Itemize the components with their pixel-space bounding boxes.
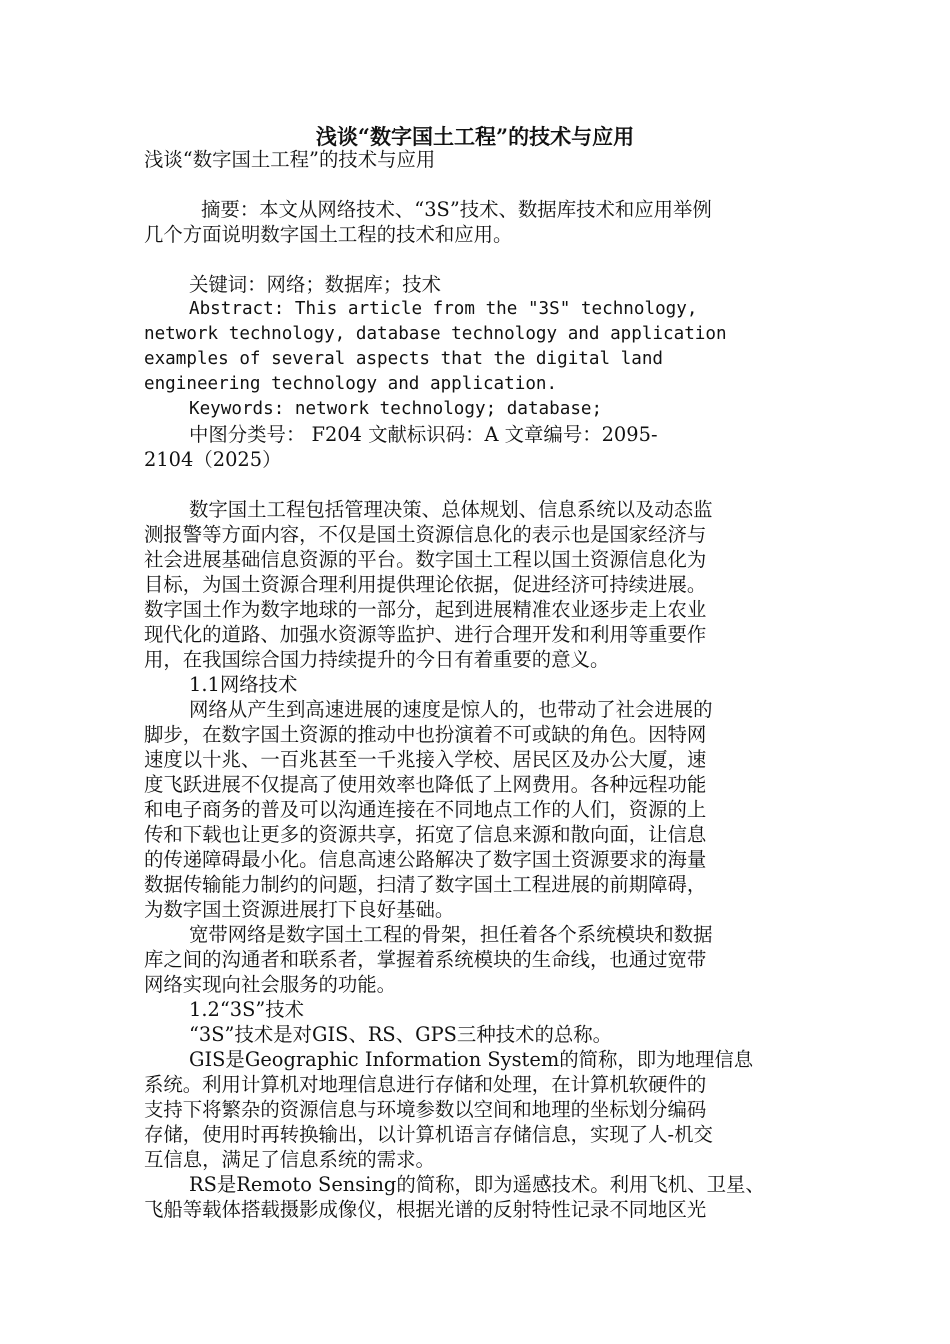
rs-paragraph-line: RS是Remoto Sensing的简称，即为遥感技术。利用飞机、卫星、 <box>189 1173 765 1196</box>
paragraph-line: 宽带网络是数字国土工程的骨架，担任着各个系统模块和数据 <box>189 923 713 946</box>
section-heading: 1.1网络技术 <box>189 673 298 696</box>
paragraph-line: 为数字国土资源进展打下良好基础。 <box>144 898 455 921</box>
intro-paragraph-line: 数字国土作为数字地球的一部分，起到进展精准农业逐步走上农业 <box>144 598 707 621</box>
paragraph-line: 网络实现向社会服务的功能。 <box>144 973 397 996</box>
section-heading: 1.2“3S”技术 <box>189 998 305 1021</box>
paragraph-line: 脚步，在数字国土资源的推动中也扮演着不可或缺的角色。因特网 <box>144 723 707 746</box>
blank-line <box>144 247 814 272</box>
blank-line <box>144 472 814 497</box>
paragraph-line: 网络从产生到高速进展的速度是惊人的，也带动了社会进展的 <box>189 698 713 721</box>
gis-paragraph-line: 系统。利用计算机对地理信息进行存储和处理，在计算机软硬件的 <box>144 1073 707 1096</box>
paragraph-line: 数据传输能力制约的问题，扫清了数字国土工程进展的前期障碍， <box>144 873 707 896</box>
paragraph-line: 的传递障碍最小化。信息高速公路解决了数字国土资源要求的海量 <box>144 848 707 871</box>
abstract-cn-line: 几个方面说明数字国土工程的技术和应用。 <box>144 223 513 246</box>
paragraph-line: 传和下载也让更多的资源共享，拓宽了信息来源和散向面，让信息 <box>144 823 707 846</box>
abstract-en-line: examples of several aspects that the digital land <box>144 349 664 369</box>
intro-paragraph-line: 目标，为国土资源合理利用提供理论依据，促进经济可持续进展。 <box>144 573 707 596</box>
intro-paragraph-line: 现代化的道路、加强水资源等监护、进行合理开发和利用等重要作 <box>144 623 707 646</box>
document-title: 浅谈“数字国土工程”的技术与应用 <box>315 124 635 149</box>
paragraph-line: 库之间的沟通者和联系者，掌握着系统模块的生命线，也通过宽带 <box>144 948 707 971</box>
abstract-en-line: Abstract: This article from the "3S" technology, <box>189 299 698 319</box>
paragraph-line: 度飞跃进展不仅提高了使用效率也降低了上网费用。各种远程功能 <box>144 773 707 796</box>
gis-paragraph-line: 存储，使用时再转换输出，以计算机语言存储信息，实现了人-机交 <box>144 1123 713 1146</box>
document-body <box>144 147 814 1222</box>
intro-paragraph-line: 测报警等方面内容，不仅是国土资源信息化的表示也是国家经济与 <box>144 523 707 546</box>
intro-paragraph-line: 用，在我国综合国力持续提升的今日有着重要的意义。 <box>144 648 610 671</box>
gis-paragraph-line: 互信息，满足了信息系统的需求。 <box>144 1148 435 1171</box>
paragraph-line: “3S”技术是对GIS、RS、GPS三种技术的总称。 <box>189 1023 613 1046</box>
paragraph-line: 和电子商务的普及可以沟通连接在不同地点工作的人们，资源的上 <box>144 798 707 821</box>
rs-paragraph-line: 飞船等载体搭载摄影成像仪，根据光谱的反射特性记录不同地区光 <box>144 1198 707 1221</box>
classification-line: 中图分类号： F204 文献标识码：A 文章编号：2095- <box>189 423 658 446</box>
gis-paragraph-line: GIS是Geographic Information System的简称，即为地理信息 <box>189 1048 754 1071</box>
intro-paragraph-line: 社会进展基础信息资源的平台。数字国土工程以国土资源信息化为 <box>144 548 707 571</box>
keywords-en: Keywords: network technology; database; <box>189 399 603 419</box>
keywords-cn: 关键词：网络；数据库；技术 <box>189 273 442 296</box>
classification-line: 2104（2025） <box>144 448 282 471</box>
document-subtitle: 浅谈“数字国土工程”的技术与应用 <box>144 148 436 171</box>
blank-line <box>144 172 814 197</box>
abstract-cn-line: 摘要：本文从网络技术、“3S”技术、数据库技术和应用举例 <box>201 198 712 221</box>
abstract-en-line: engineering technology and application. <box>144 374 558 394</box>
abstract-en-line: network technology, database technology and application <box>144 324 727 344</box>
paragraph-line: 速度以十兆、一百兆甚至一千兆接入学校、居民区及办公大厦，速 <box>144 748 707 771</box>
gis-paragraph-line: 支持下将繁杂的资源信息与环境参数以空间和地理的坐标划分编码 <box>144 1098 707 1121</box>
intro-paragraph-line: 数字国土工程包括管理决策、总体规划、信息系统以及动态监 <box>189 498 713 521</box>
